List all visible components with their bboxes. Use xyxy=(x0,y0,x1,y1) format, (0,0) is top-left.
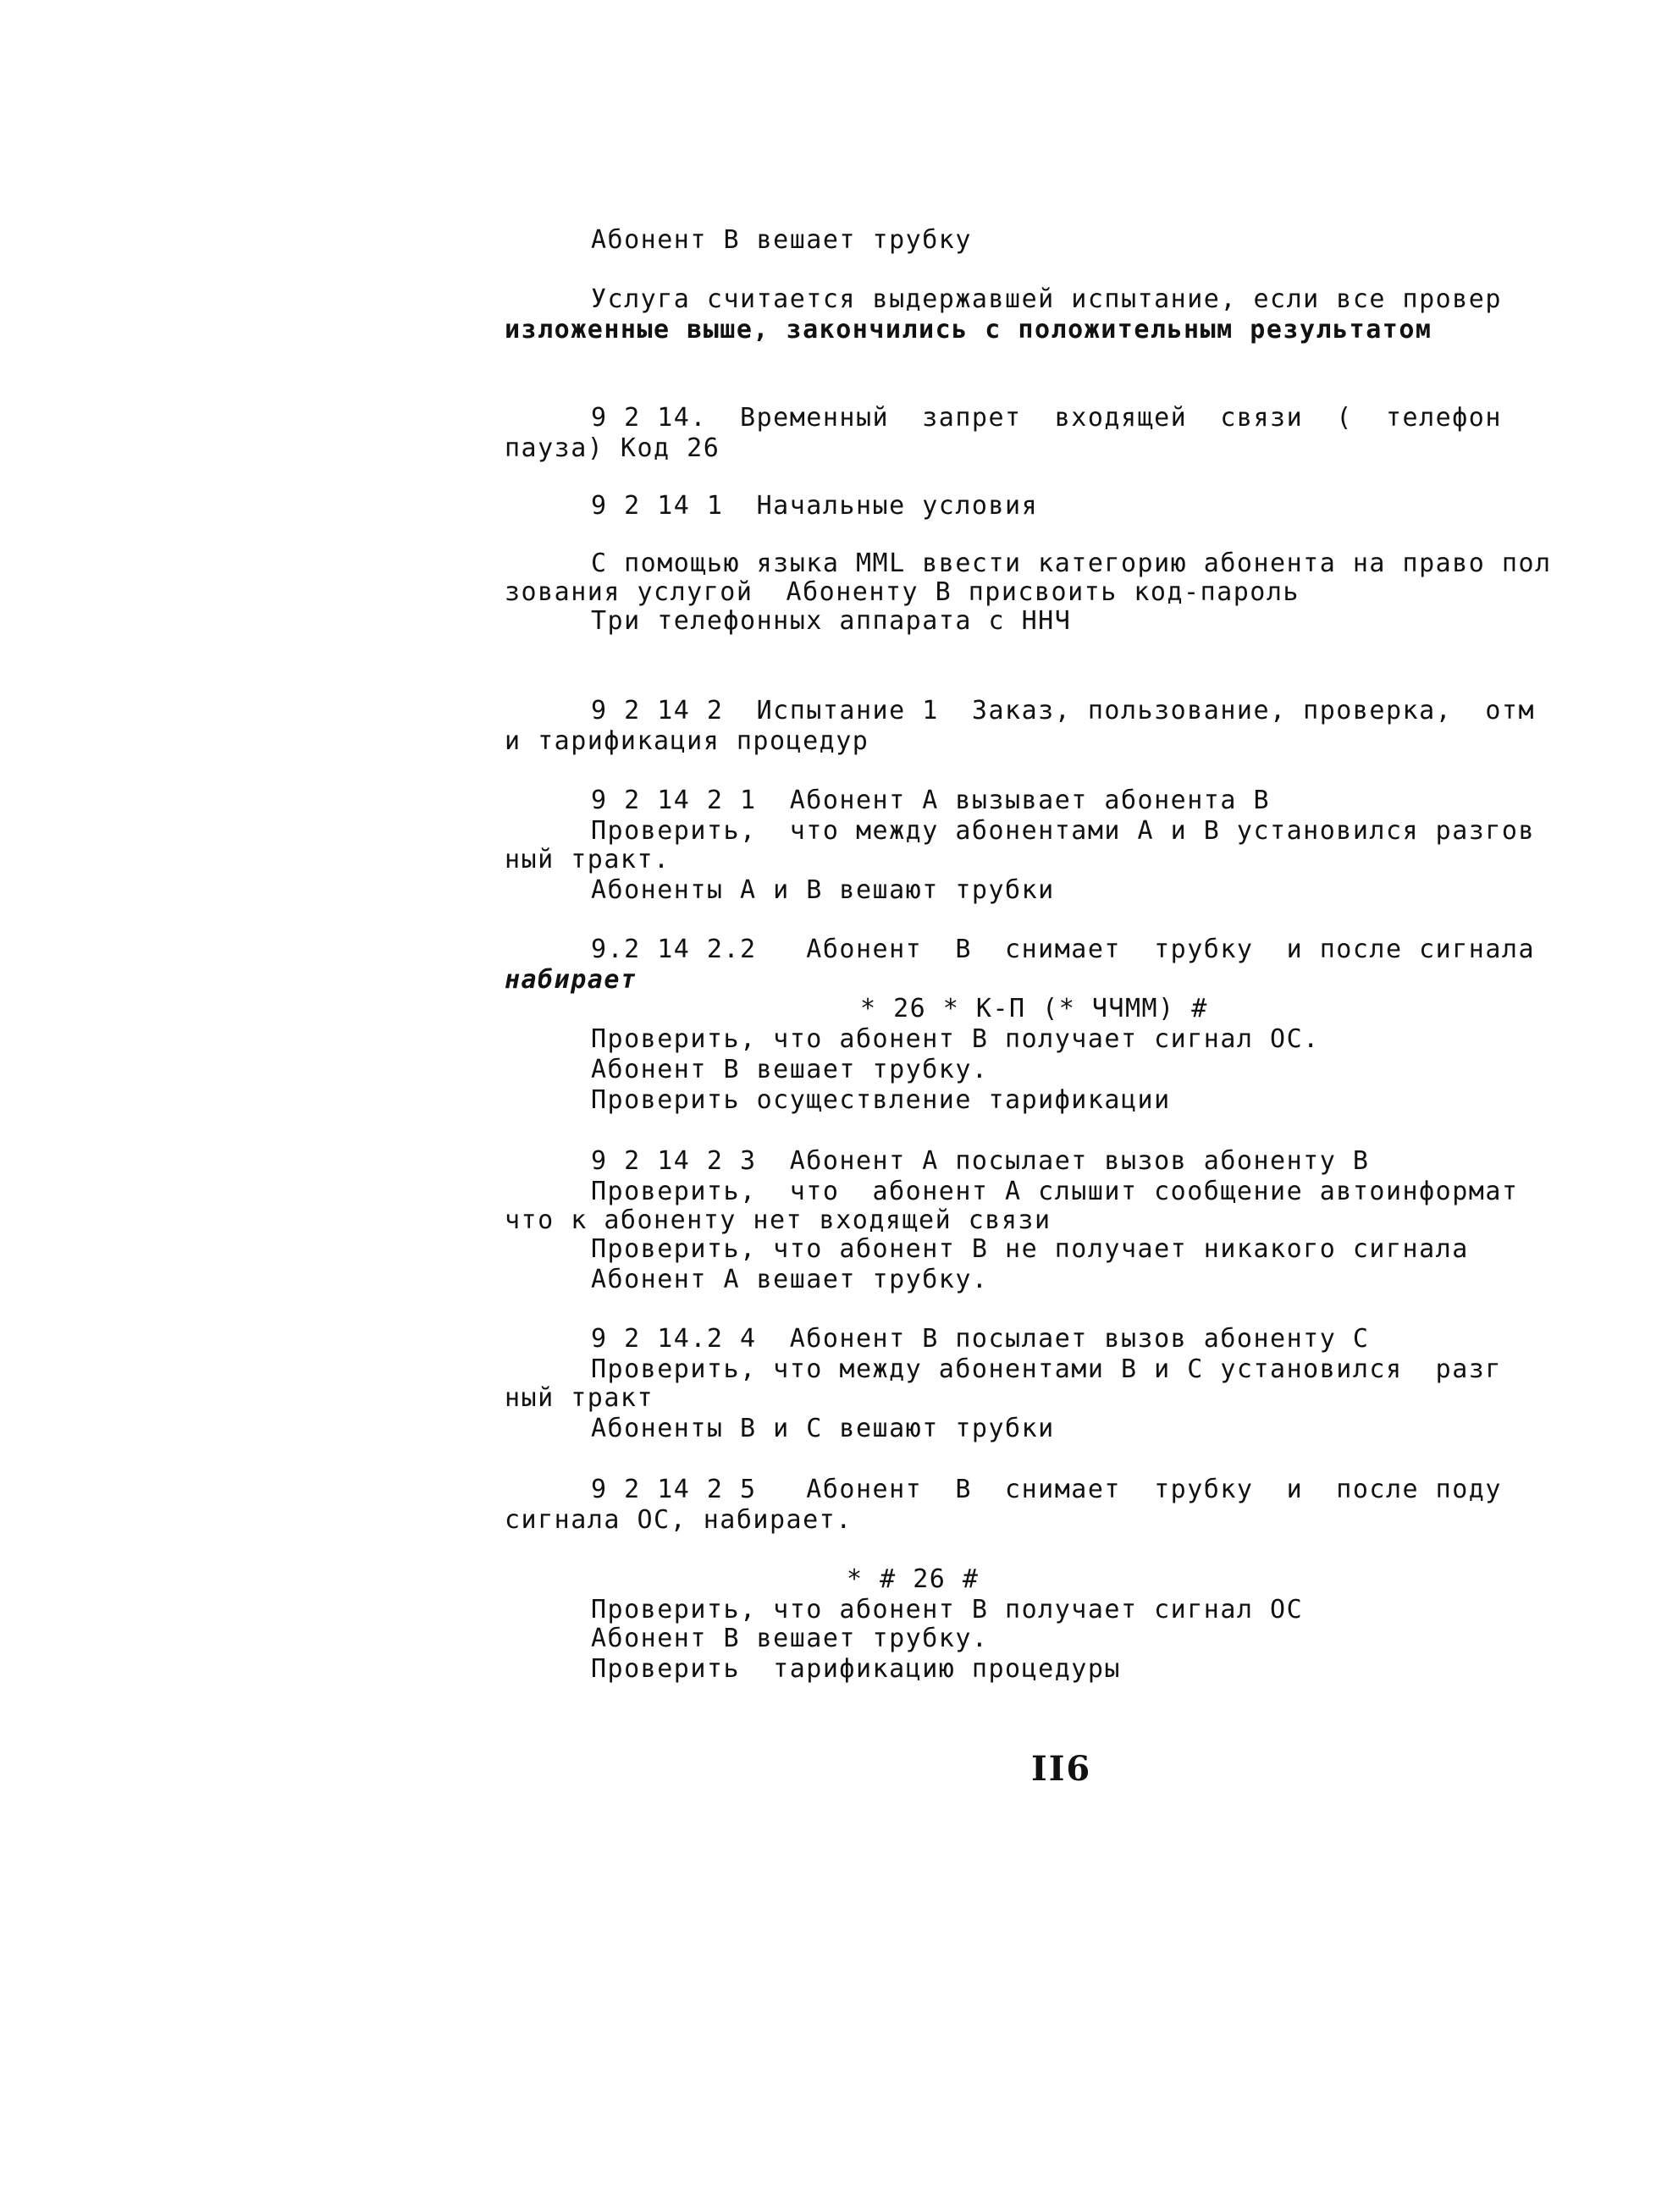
text-line: ный тракт. xyxy=(505,845,671,874)
page-number: II6 xyxy=(1031,1749,1092,1789)
text-line: набирает xyxy=(505,965,638,995)
text-line: С помощью языка MML ввести категорию абонента на право пол xyxy=(591,549,1552,578)
code-sequence: * 26 * К-П (* ЧЧММ) # xyxy=(860,994,1208,1023)
section-heading: 9 2 14 2 Испытание 1 Заказ, пользование, проверка, отм xyxy=(591,696,1536,725)
text-line: изложенные выше, закончились с положительным результатом xyxy=(505,315,1432,345)
text-line: Проверить, что между абонентами В и С установился разг xyxy=(591,1354,1502,1384)
text-line: Услуга считается выдержавшей испытание, если все провер xyxy=(591,284,1502,314)
section-heading: 9 2 14 1 Начальные условия xyxy=(591,491,1039,521)
section-heading: 9.2 14 2.2 Абонент В снимает трубку и после сигнала xyxy=(591,935,1536,964)
text-line: Проверить, что абонент В получает сигнал ОС. xyxy=(591,1024,1320,1054)
text-line: Абонент В вешает трубку. xyxy=(591,1624,989,1653)
text-line: ный тракт xyxy=(505,1383,654,1413)
text-line: Проверить тарификацию процедуры xyxy=(591,1654,1121,1684)
section-heading: пауза) Код 26 xyxy=(505,433,720,463)
text-line: сигнала ОС, набирает. xyxy=(505,1505,853,1535)
section-heading: 9 2 14 2 3 Абонент А посылает вызов абоненту В xyxy=(591,1146,1370,1176)
text-line: Проверить осуществление тарификации xyxy=(591,1085,1171,1115)
section-heading: 9 2 14 2 5 Абонент В снимает трубку и после поду xyxy=(591,1475,1502,1504)
text-line: Проверить, что между абонентами А и В установился разгов xyxy=(591,816,1536,846)
text-line: Абонент В вешает трубку. xyxy=(591,1055,989,1084)
section-heading: 9 2 14. Временный запрет входящей связи ( телефон xyxy=(591,403,1502,433)
text-line: Абонент А вешает трубку. xyxy=(591,1265,989,1294)
text-line: Три телефонных аппарата с ННЧ xyxy=(591,606,1072,636)
code-sequence: * # 26 # xyxy=(847,1564,980,1594)
text-line: Проверить, что абонент В не получает никакого сигнала xyxy=(591,1234,1469,1264)
text-line: Абонент В вешает трубку xyxy=(591,225,972,255)
text-line: что к абоненту нет входящей связи xyxy=(505,1205,1052,1235)
text-line: зования услугой Абоненту В присвоить код-пароль xyxy=(505,577,1300,607)
section-heading: 9 2 14.2 4 Абонент В посылает вызов абоненту С xyxy=(591,1324,1370,1354)
text-line: Проверить, что абонент А слышит сообщение автоинформат xyxy=(591,1177,1519,1206)
text-line: Проверить, что абонент В получает сигнал ОС xyxy=(591,1595,1304,1625)
text-line: Абоненты В и С вешают трубки xyxy=(591,1414,1055,1443)
section-heading: 9 2 14 2 1 Абонент А вызывает абонента В xyxy=(591,786,1271,815)
text-line: Абоненты А и В вешают трубки xyxy=(591,875,1055,905)
section-heading: и тарификация процедур xyxy=(505,726,869,756)
